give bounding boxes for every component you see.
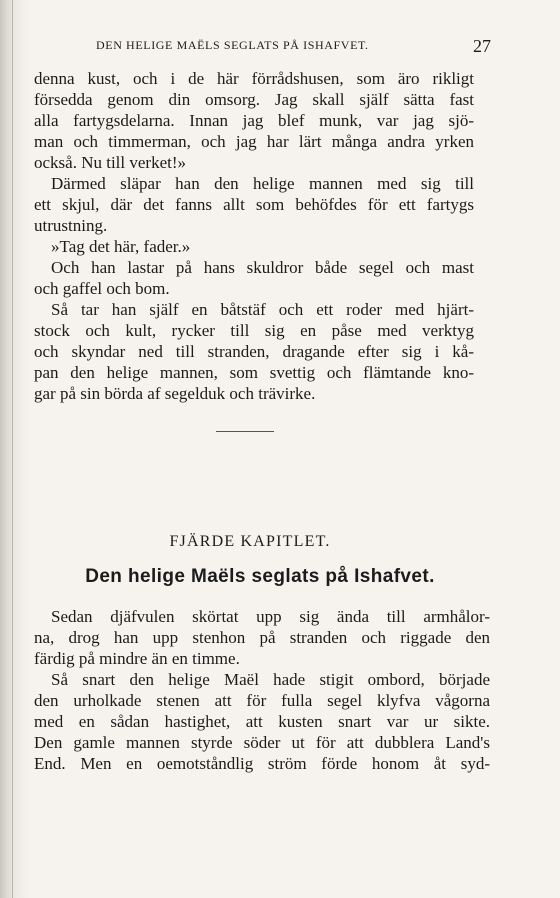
body-text-bottom [34,606,490,774]
text-line: End. Men en oemotståndlig ström förde honom åt syd- [34,754,490,773]
text-line: Så snart den helige Maël hade stigit ombord, började [51,670,490,689]
text-line: färdig på mindre än en timme. [34,649,240,668]
text-line: också. Nu till verket!» [34,153,187,172]
text-line: och gaffel och bom. [34,279,170,298]
text-line: Och han lastar på hans skuldror både segel och mast [51,258,474,277]
text-line: Sedan djäfvulen skörtat upp sig ända till armhålor- [51,607,490,626]
text-line: den urholkade stenen att för fulla segel klyfva vågorna [34,691,490,710]
text-line: med en sådan hastighet, att kusten snart var ur sikte. [34,712,490,731]
chapter-title: Den helige Maëls seglats på Ishafvet. [85,566,435,587]
text-line: denna kust, och i de här förrådshusen, som äro rikligt [34,69,474,88]
text-line: utrustning. [34,216,108,235]
text-line: Den gamle mannen styrde söder ut för att dubblera Land's [34,733,490,752]
text-line: pan den helige mannen, som svettig och flämtande kno- [34,363,474,382]
text-line: gar på sin börda af segelduk och trävirke. [34,384,316,403]
text-line: försedda genom din omsorg. Jag skall själf sätta fast [34,90,474,109]
text-line: och skyndar ned till stranden, dragande efter sig i kå- [34,342,474,361]
page-gutter [0,0,30,898]
text-line: Därmed släpar han den helige mannen med sig till [51,174,474,193]
gutter-fold-line [12,0,13,898]
text-line: Så tar han själf en båtstäf och ett roder med hjärt- [51,300,474,319]
chapter-heading: FJÄRDE KAPITLET. [169,533,331,550]
text-line: stock och kult, rycker till sig en påse med verktyg [34,321,474,340]
text-line: ett skjul, där det fanns allt som behöfdes för ett fartygs [34,195,474,214]
text-line: man och timmerman, och jag har lärt många andra yrken [34,132,474,151]
text-line: alla fartygsdelarna. Innan jag blef munk, var jag sjö- [34,111,474,130]
page-number: 27 [473,36,491,56]
section-divider [216,431,274,432]
text-line: »Tag det här, fader.» [51,237,191,256]
body-text-top [34,68,474,404]
running-head: DEN HELIGE MAËLS SEGLATS PÅ ISHAFVET. [96,38,369,52]
text-line: na, drog han upp stenhon på stranden och riggade den [34,628,490,647]
